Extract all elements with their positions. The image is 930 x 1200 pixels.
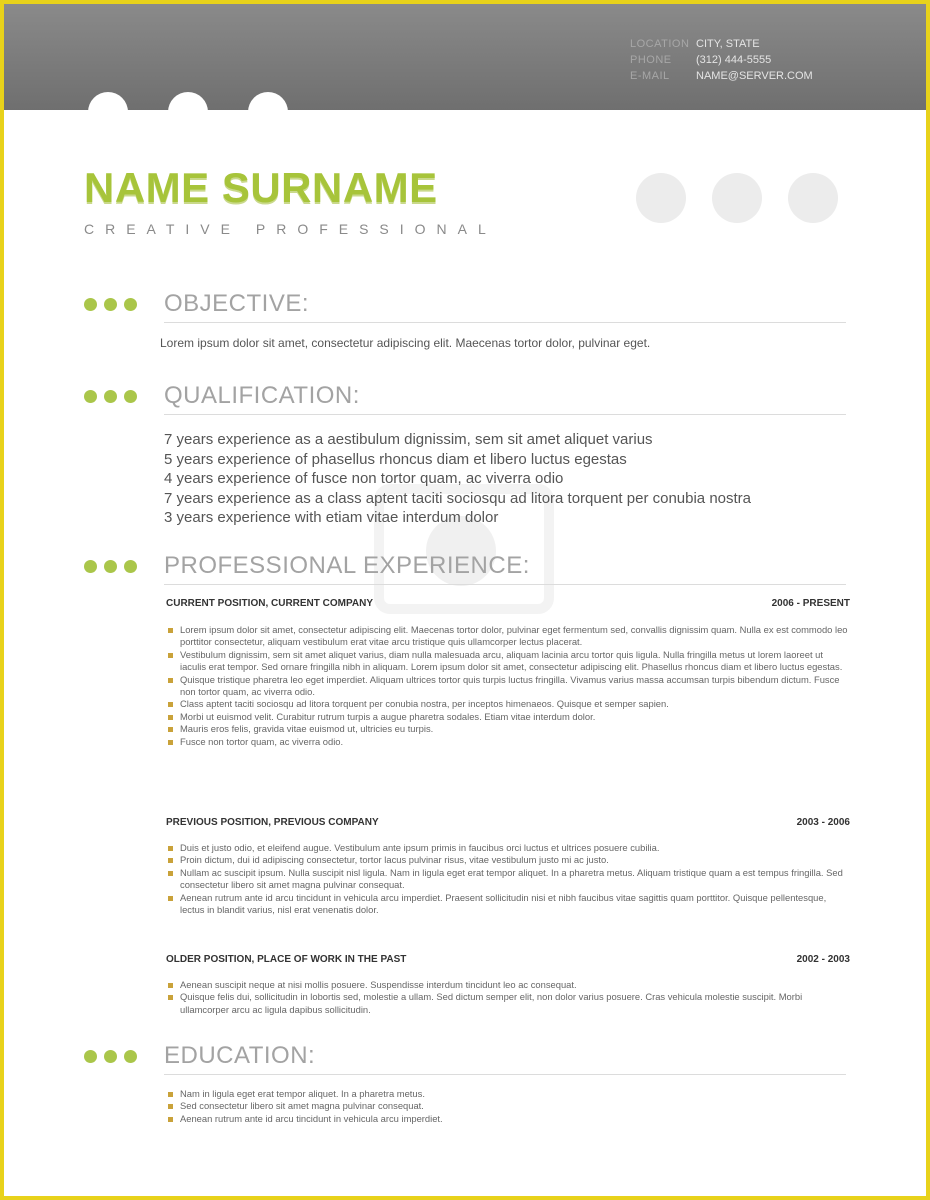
list-item: Aenean rutrum ante id arcu tincidunt in vehicula arcu imperdiet. Praesent sollicitudin nisi et nibh faucibus vitae sagittis quam porttitor. Quisque pellentesque, lectus in blandit varius, nisl erat venenatis dolor.: [166, 892, 850, 917]
list-item: Aenean suscipit neque at nisi mollis posuere. Suspendisse interdum tincidunt leo ac consequat.: [166, 979, 850, 991]
job-header: [166, 817, 850, 828]
contact-value: CITY, STATE: [696, 38, 760, 50]
job-dates: 2003 - 2006: [796, 817, 850, 828]
list-item: 7 years experience as a class aptent taciti sociosqu ad litora torquent per conubia nostra: [164, 489, 752, 507]
experience-heading: [84, 552, 530, 580]
education-heading: [84, 1042, 315, 1070]
header-bump-decoration: [248, 92, 288, 132]
section-dots-icon: [84, 1050, 164, 1063]
list-item: Nullam ac suscipit ipsum. Nulla suscipit nisl ligula. Nam in ligula eget erat tempor aliquet. In a pharetra metus. Aliquam tristique quam a est tempus fringilla. Sed consectetur libero sit amet magna pulvinar consequat.: [166, 867, 850, 892]
list-item: Quisque felis dui, sollicitudin in lobortis sed, molestie a ullam. Sed dictum semper elit, non dolor varius posuere. Cras vehicula molestie suscipit. Morbi ullamcorper arcu ac ligula dapibus sollicitudin.: [166, 991, 850, 1016]
contact-value: (312) 444-5555: [696, 54, 772, 66]
job-position: PREVIOUS POSITION, PREVIOUS COMPANY: [166, 817, 379, 828]
header-bump-decoration: [168, 92, 208, 132]
list-item: Duis et justo odio, et eleifend augue. Vestibulum ante ipsum primis in faucibus orci luctus et ultrices posuere cubilia.: [166, 842, 850, 854]
header-bar: [4, 4, 926, 110]
job-bullets: [166, 842, 850, 916]
objective-text: Lorem ipsum dolor sit amet, consectetur adipiscing elit. Maecenas tortor dolor, pulvinar eget.: [160, 336, 651, 350]
section-dots-icon: [84, 560, 164, 573]
header-bump-decoration: [88, 92, 128, 132]
list-item: 7 years experience as a aestibulum dignissim, sem sit amet aliquet varius: [164, 431, 653, 448]
contact-email: [630, 68, 813, 84]
job-bullets: [166, 624, 850, 748]
qualification-list: [164, 430, 751, 528]
section-divider: [164, 584, 846, 585]
job-bullets: [166, 979, 850, 1016]
full-name: NAME SURNAME: [84, 164, 438, 211]
list-item: Aenean rutrum ante id arcu tincidunt in vehicula arcu imperdiet.: [166, 1113, 850, 1125]
list-item: Proin dictum, dui id adipiscing consectetur, tortor lacus pulvinar risus, vitae vestibulum justo mi ac justo.: [166, 854, 850, 866]
section-divider: [164, 414, 846, 415]
contact-label: E-MAIL: [630, 70, 670, 82]
objective-heading: [84, 290, 309, 318]
list-item: Nam in ligula eget erat tempor aliquet. In a pharetra metus.: [166, 1088, 850, 1100]
qualification-heading: [84, 382, 360, 410]
contact-label: PHONE: [630, 54, 672, 66]
section-divider: [164, 322, 846, 323]
list-item: Lorem ipsum dolor sit amet, consectetur adipiscing elit. Maecenas tortor dolor, pulvinar eget fermentum sed, convallis dignissim quam. Nulla ex est commodo leo porttitor consectetur, aliquam vestibulum erat vitae arcu tristique quis ullamcorper lectus placerat.: [166, 624, 850, 649]
contact-phone: [630, 52, 813, 68]
list-item: Sed consectetur libero sit amet magna pulvinar consequat.: [166, 1100, 850, 1112]
list-item: Quisque tristique pharetra leo eget imperdiet. Aliquam ultrices tortor quis turpis luctus fringilla. Vivamus varius massa accumsan turpis bibendum dictum. Fusce non tortor quam, ac viverra odio.: [166, 674, 850, 699]
section-title: EDUCATION:: [164, 1042, 316, 1069]
decorative-circle: [712, 173, 762, 223]
section-title: PROFESSIONAL EXPERIENCE:: [164, 552, 530, 579]
job-header: [166, 954, 850, 965]
list-item: Morbi ut euismod velit. Curabitur rutrum turpis a augue pharetra sodales. Etiam vitae interdum dolor.: [166, 711, 850, 723]
list-item: 3 years experience with etiam vitae interdum dolor: [164, 509, 499, 526]
job-position: CURRENT POSITION, CURRENT COMPANY: [166, 598, 374, 609]
contact-label: LOCATION: [630, 38, 690, 50]
job-dates: 2006 - PRESENT: [771, 598, 850, 609]
contact-value: NAME@SERVER.COM: [696, 70, 813, 82]
section-title: OBJECTIVE:: [164, 290, 310, 317]
contact-location: [630, 36, 813, 52]
section-dots-icon: [84, 298, 164, 311]
decorative-circle: [788, 173, 838, 223]
list-item: 5 years experience of phasellus rhoncus diam et libero luctus egestas: [164, 450, 627, 468]
job-dates: 2002 - 2003: [796, 954, 850, 965]
education-bullets: [166, 1088, 850, 1125]
decorative-circle: [636, 173, 686, 223]
list-item: Mauris eros felis, gravida vitae euismod ut, ultricies eu turpis.: [166, 723, 850, 735]
section-dots-icon: [84, 390, 164, 403]
section-title: QUALIFICATION:: [164, 382, 360, 409]
job-header: [166, 598, 850, 609]
list-item: 4 years experience of fusce non tortor quam, ac viverra odio: [164, 470, 564, 487]
section-divider: [164, 1074, 846, 1075]
professional-title: CREATIVE PROFESSIONAL: [84, 221, 497, 237]
list-item: Fusce non tortor quam, ac viverra odio.: [166, 736, 850, 748]
list-item: Vestibulum dignissim, sem sit amet aliquet varius, diam nulla malesuada arcu, aliquam lacinia arcu tortor quis ligula. Nulla fringilla metus ut lorem laoreet ut iaculis erat tempor. Sed ornare fringilla nibh in aliquam. Lorem ipsum dolor sit amet, consectetur adipiscing elit. Phasellus rhoncus diam et libero luctus egestas.: [166, 649, 850, 674]
contact-block: [630, 36, 813, 84]
list-item: Class aptent taciti sociosqu ad litora torquent per conubia nostra, per inceptos himenaeos. Quisque et semper sapien.: [166, 698, 850, 710]
job-position: OLDER POSITION, PLACE OF WORK IN THE PAST: [166, 954, 407, 965]
